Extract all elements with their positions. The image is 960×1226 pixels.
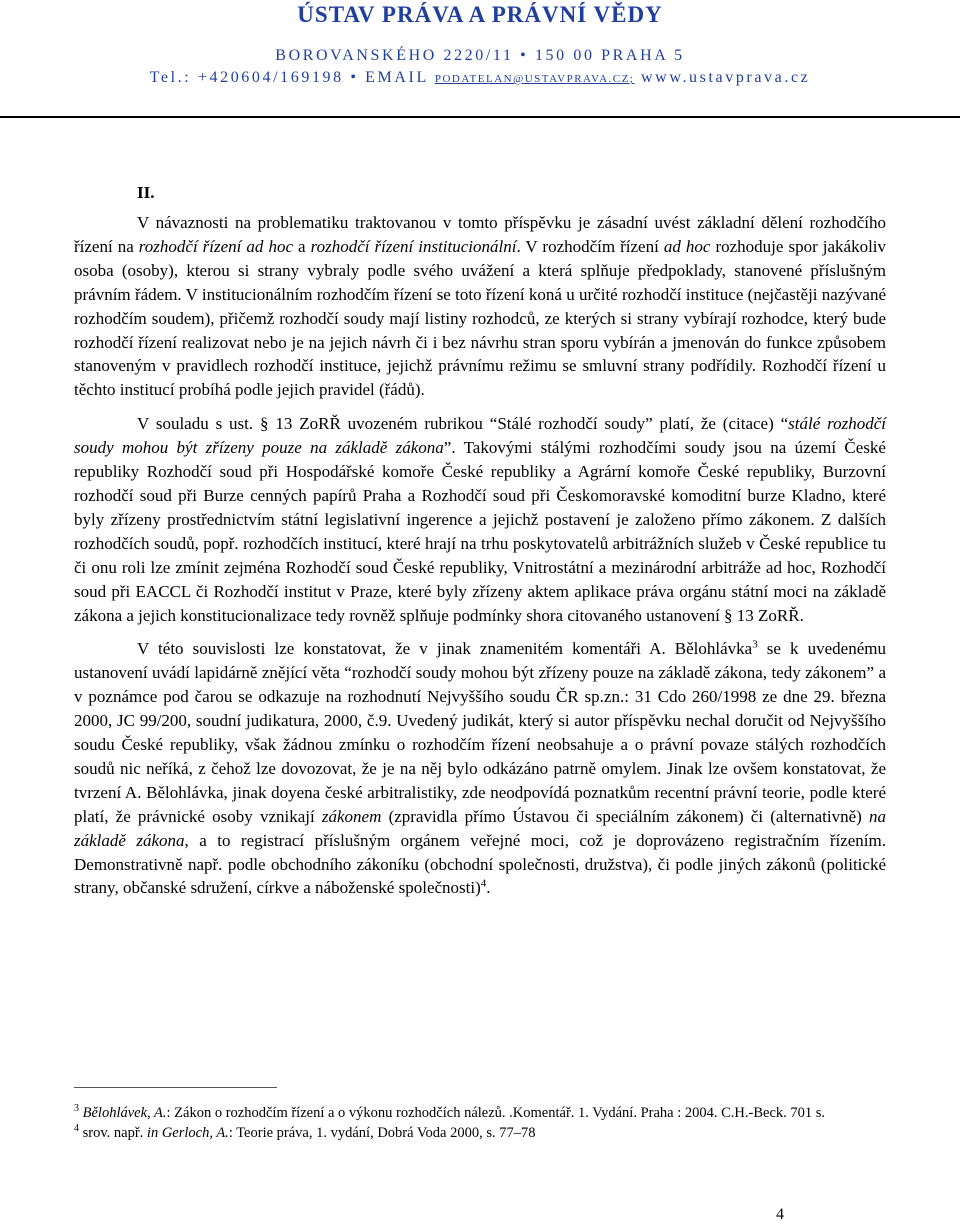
p1-text-2: a xyxy=(293,236,311,256)
p1-text-3: . V rozhodčím řízení xyxy=(516,236,664,256)
document-body xyxy=(74,211,886,900)
web-address[interactable]: www.ustavprava.cz xyxy=(634,69,811,86)
p3-text-2: se k uvedenému ustanovení uvádí lapidárně znějící věta “rozhodčí soudy mohou být zřízeny pouze na základě zákona, tedy zákonem” a v poznámce pod čarou se odkazuje na rozhodnutí Nejvyššího soudu ČR sp.zn.: 31 Cdo 260/1998 ze dne 29. března 2000, JC 99/200, soudní judikatura, 2000, č.9. Uvedený judikát, který si autor příspěvku nechal doručit od Nejvyššího soudu České republiky, však žádnou zmínku o rozhodčím řízení neobsahuje a o právní povaze stálých rozhodčích soudů nic neříká, z čehož lze dovozovat, že je na něj bylo odkázáno patrně omylem. Jinak lze ovšem konstatovat, že tvrzení A. Bělohlávka, jinak doyena české arbitralistiky, zde neodpovídá poznatkům recentní právní teorie, podle které platí, že právnické osoby vznikají xyxy=(74,639,886,826)
p3-text-3: (zpravidla přímo Ústavou či speciálním zákonem) či (alternativně) xyxy=(381,806,869,826)
p3-text-1: V této souvislosti lze konstatovat, že v jinak znamenitém komentáři A. Bělohlávka xyxy=(137,639,753,659)
email-link[interactable]: PODATELAN@USTAVPRAVA.CZ; xyxy=(434,73,635,85)
header-divider xyxy=(0,116,960,118)
phone-label: Tel.: +420604/169198 • EMAIL xyxy=(149,69,435,86)
p2-text-2: ”. Takovými stálými rozhodčími soudy jsou na území České republiky Rozhodčí soud při Hospodářské komoře České republiky a Agrární komoře České republiky, Burzovní rozhodčí soud při Burze cenných papírů Praha a Rozhodčí soud při Českomoravské komoditní burze Kladno, které byly zřízeny prostřednictvím státní legislativní ingerence a jejichž postavení je založeno přímo zákonem. Z dalších rozhodčích soudů, popř. rozhodčích institucí, které hrají na trhu poskytovatelů arbitrážních služeb v České republice tu či onu roli lze zmínit zejména Rozhodčí soud České republiky, Vnitrostátní a mezinárodní arbitráže ad hoc, Rozhodčí soud při EACCL či Rozhodčí institut v Praze, které byly zřízeny aktem aplikace práva orgánu státní moci na základě zákona a jejich konstitucionalizace tedy rovněž splňuje podmínky shora citovaného ustanovení § 13 ZoRŘ. xyxy=(74,438,886,625)
p3-term-na-zaklade: na základě zákona xyxy=(74,806,886,850)
paragraph-1 xyxy=(74,211,886,402)
footnote-4-prefix: srov. např. xyxy=(82,1125,147,1141)
section-heading: II. xyxy=(137,183,155,202)
p1-text-4: rozhoduje spor jakákoliv osoba (osoby), kterou si strany vybraly podle svého uvážení a která splňuje předpoklady, stanovené příslušným právním řádem. V institucionálním rozhodčím řízení se toto řízení koná u určité rozhodčí instituce (nejčastěji nazývané rozhodčím soudem), přičemž rozhodčí soudy mají listiny rozhodců, ze kterých si strany vybírají rozhodce, který bude rozhodčí řízení realizovat nebo je na jejich návrh či i bez návrhu stran sporu vybírán a jmenován do funkce způsobem stanoveným v pravidlech rozhodčí instituce, jejichž právnímu režimu se smluvní strany podřídily. Rozhodčí řízení u těchto institucí probíhá podle jejich pravidel (řádů). xyxy=(74,236,887,400)
p3-text-4: , a to registrací příslušným orgánem veřejné moci, což je doprovázeno registračním řízením. Demonstrativně např. podle obchodního zákoníku (obchodní společnosti, družstva), či podle jiných zákonů (politické strany, občanské sdružení, církve a náboženské společnosti) xyxy=(74,830,886,898)
contact-line xyxy=(0,69,960,87)
p3-term-zakonem: zákonem xyxy=(321,806,382,826)
footnote-ref-3[interactable]: 3 xyxy=(752,638,758,651)
paragraph-2 xyxy=(74,412,886,627)
footnote-3 xyxy=(74,1103,886,1123)
footnote-4-text: : Teorie práva, 1. vydání, Dobrá Voda 2000, s. 77–78 xyxy=(228,1125,536,1141)
institution-name: ÚSTAV PRÁVA A PRÁVNÍ VĚDY xyxy=(297,2,663,27)
p2-text-1: V souladu s ust. § 13 ZoRŘ uvozeném rubrikou “Stálé rozhodčí soudy” platí, že (citace) “ xyxy=(137,414,789,434)
p1-text-1: V návaznosti na problematiku traktovanou v tomto příspěvku je zásadní uvést základní dělení rozhodčího řízení na xyxy=(74,213,886,256)
page-number: 4 xyxy=(776,1206,784,1223)
footnote-3-number: 3 xyxy=(74,1103,79,1115)
paragraph-3 xyxy=(74,637,886,900)
footnote-3-text: : Zákon o rozhodčím řízení a o výkonu rozhodčích nálezů. .Komentář. 1. Vydání. Praha : 2004. C.H.-Beck. 701 s. xyxy=(166,1105,826,1121)
p1-term-ad-hoc-2: ad hoc xyxy=(663,236,711,256)
footnote-ref-4[interactable]: 4 xyxy=(480,877,487,890)
footnote-3-author: Bělohlávek, A. xyxy=(82,1105,167,1121)
footnote-4-number: 4 xyxy=(74,1123,79,1135)
footnote-separator xyxy=(74,1087,277,1088)
p3-text-5: . xyxy=(486,878,491,898)
footnotes xyxy=(74,1103,886,1143)
institution-address: BOROVANSKÉHO 2220/11 • 150 00 PRAHA 5 xyxy=(275,47,685,64)
footnote-4 xyxy=(74,1123,886,1143)
footnote-4-author: in Gerloch, A. xyxy=(146,1125,229,1141)
p1-term-ad-hoc: rozhodčí řízení ad hoc xyxy=(138,236,293,256)
p1-term-institutional: rozhodčí řízení institucionální xyxy=(310,236,517,256)
p2-quotation: stálé rozhodčí soudy mohou být zřízeny pouze na základě zákona xyxy=(74,414,886,458)
